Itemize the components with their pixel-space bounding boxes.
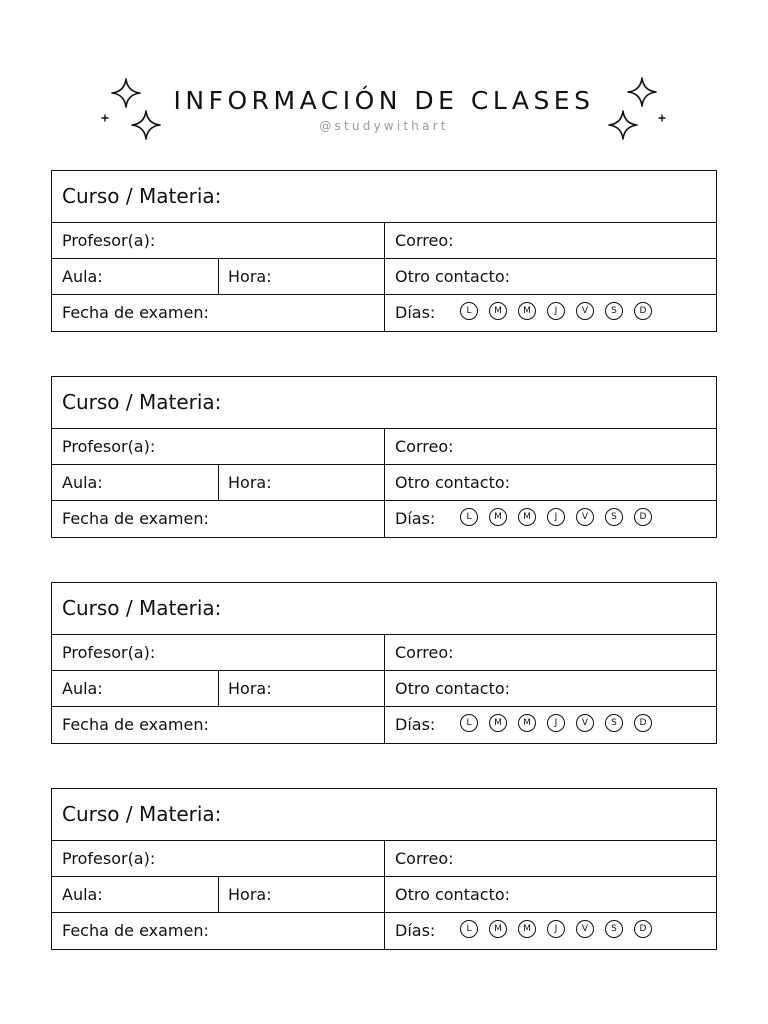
aula-label: Aula:	[62, 473, 103, 492]
otro-contacto-label: Otro contacto:	[395, 679, 511, 698]
day-circle[interactable]: L	[460, 714, 478, 732]
day-circle[interactable]: L	[460, 920, 478, 938]
day-circle[interactable]: V	[576, 302, 594, 320]
aula-row	[52, 671, 716, 707]
profesor-row	[52, 429, 716, 465]
fecha-row	[52, 913, 716, 949]
hora-label: Hora:	[228, 267, 272, 286]
day-circle[interactable]: M	[518, 920, 536, 938]
day-circle[interactable]: S	[605, 920, 623, 938]
day-circle[interactable]: V	[576, 508, 594, 526]
otro-contacto-label: Otro contacto:	[395, 473, 511, 492]
aula-label: Aula:	[62, 267, 103, 286]
day-circle[interactable]: M	[489, 920, 507, 938]
day-selector	[460, 714, 652, 736]
divider	[384, 223, 385, 258]
curso-label: Curso / Materia:	[62, 390, 222, 414]
day-circle[interactable]: V	[576, 714, 594, 732]
divider	[384, 465, 385, 500]
profesor-row	[52, 841, 716, 877]
day-circle[interactable]: L	[460, 302, 478, 320]
correo-label: Correo:	[395, 849, 454, 868]
class-card	[51, 376, 717, 538]
correo-label: Correo:	[395, 231, 454, 250]
day-circle[interactable]: L	[460, 508, 478, 526]
hora-label: Hora:	[228, 679, 272, 698]
otro-contacto-label: Otro contacto:	[395, 267, 511, 286]
day-circle[interactable]: M	[518, 714, 536, 732]
fecha-row	[52, 707, 716, 743]
day-circle[interactable]: S	[605, 508, 623, 526]
curso-row	[52, 583, 716, 635]
profesor-label: Profesor(a):	[62, 643, 156, 662]
divider	[384, 635, 385, 670]
divider	[384, 259, 385, 294]
dias-label: Días:	[395, 303, 436, 322]
class-card	[51, 170, 717, 332]
day-selector	[460, 508, 652, 530]
divider	[218, 259, 219, 294]
day-circle[interactable]: D	[634, 302, 652, 320]
divider	[218, 465, 219, 500]
day-selector	[460, 302, 652, 324]
fecha-examen-label: Fecha de examen:	[62, 921, 209, 940]
day-circle[interactable]: J	[547, 302, 565, 320]
fecha-examen-label: Fecha de examen:	[62, 715, 209, 734]
correo-label: Correo:	[395, 437, 454, 456]
aula-row	[52, 465, 716, 501]
page-title: INFORMACIÓN DE CLASES	[173, 86, 595, 115]
curso-row	[52, 789, 716, 841]
day-circle[interactable]: S	[605, 714, 623, 732]
dias-label: Días:	[395, 509, 436, 528]
page-header	[0, 0, 768, 160]
profesor-label: Profesor(a):	[62, 437, 156, 456]
day-circle[interactable]: D	[634, 920, 652, 938]
divider	[384, 671, 385, 706]
profesor-label: Profesor(a):	[62, 231, 156, 250]
divider	[384, 295, 385, 331]
fecha-row	[52, 295, 716, 331]
otro-contacto-label: Otro contacto:	[395, 885, 511, 904]
divider	[384, 913, 385, 949]
profesor-row	[52, 635, 716, 671]
curso-row	[52, 171, 716, 223]
day-circle[interactable]: S	[605, 302, 623, 320]
divider	[384, 707, 385, 743]
hora-label: Hora:	[228, 885, 272, 904]
day-circle[interactable]: D	[634, 714, 652, 732]
divider	[384, 877, 385, 912]
day-circle[interactable]: J	[547, 920, 565, 938]
aula-row	[52, 877, 716, 913]
hora-label: Hora:	[228, 473, 272, 492]
divider	[218, 671, 219, 706]
curso-label: Curso / Materia:	[62, 802, 222, 826]
day-circle[interactable]: V	[576, 920, 594, 938]
aula-label: Aula:	[62, 679, 103, 698]
dias-label: Días:	[395, 715, 436, 734]
divider	[384, 841, 385, 876]
profesor-label: Profesor(a):	[62, 849, 156, 868]
day-selector	[460, 920, 652, 942]
fecha-examen-label: Fecha de examen:	[62, 303, 209, 322]
divider	[218, 877, 219, 912]
divider	[384, 501, 385, 537]
aula-label: Aula:	[62, 885, 103, 904]
day-circle[interactable]: M	[489, 508, 507, 526]
dias-label: Días:	[395, 921, 436, 940]
divider	[384, 429, 385, 464]
aula-row	[52, 259, 716, 295]
profesor-row	[52, 223, 716, 259]
class-card	[51, 788, 717, 950]
page-subtitle: @studywithart	[319, 119, 449, 133]
day-circle[interactable]: M	[518, 302, 536, 320]
curso-label: Curso / Materia:	[62, 596, 222, 620]
fecha-row	[52, 501, 716, 537]
curso-label: Curso / Materia:	[62, 184, 222, 208]
correo-label: Correo:	[395, 643, 454, 662]
curso-row	[52, 377, 716, 429]
day-circle[interactable]: M	[518, 508, 536, 526]
day-circle[interactable]: M	[489, 714, 507, 732]
day-circle[interactable]: J	[547, 714, 565, 732]
day-circle[interactable]: J	[547, 508, 565, 526]
class-card	[51, 582, 717, 744]
day-circle[interactable]: D	[634, 508, 652, 526]
fecha-examen-label: Fecha de examen:	[62, 509, 209, 528]
day-circle[interactable]: M	[489, 302, 507, 320]
